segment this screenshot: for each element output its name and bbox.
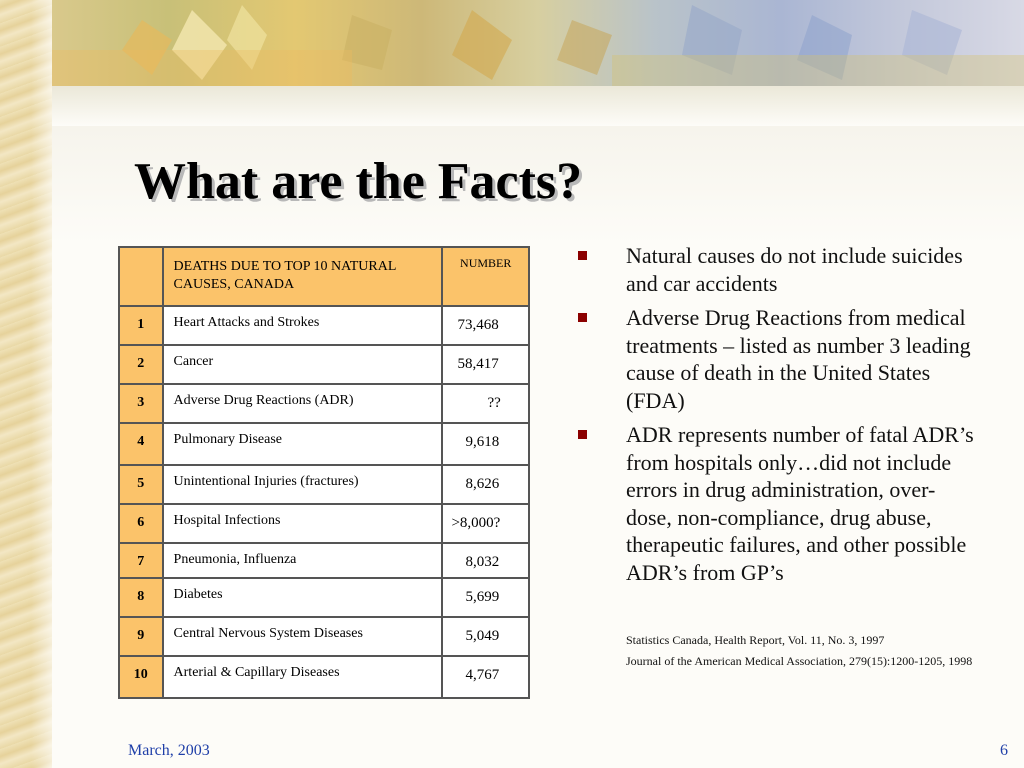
row-cause: Pulmonary Disease	[173, 432, 283, 447]
row-number: 9,618	[465, 434, 500, 450]
table-row	[119, 345, 529, 384]
row-number: 8,032	[465, 554, 500, 570]
reference-item: Statistics Canada, Health Report, Vol. 11, No. 3, 1997	[626, 633, 885, 647]
bullet-list	[576, 242, 976, 593]
row-number: 5,049	[465, 628, 500, 644]
header-number-label: NUMBER	[460, 256, 512, 270]
footer-date: March, 2003	[128, 742, 210, 759]
table-row	[119, 656, 529, 698]
row-rank: 10	[133, 667, 148, 682]
row-cause: Hospital Infections	[173, 513, 281, 528]
table-row	[119, 384, 529, 423]
row-rank: 6	[137, 515, 145, 530]
row-number: 4,767	[465, 667, 500, 683]
banner-foliage-art	[52, 0, 1024, 86]
row-rank: 8	[137, 589, 145, 604]
reference-item: Journal of the American Medical Association, 279(15):1200-1205, 1998	[626, 654, 973, 668]
references	[626, 633, 996, 675]
row-rank: 5	[137, 476, 145, 491]
row-number: 8,626	[465, 476, 500, 492]
row-rank: 3	[137, 395, 145, 410]
left-decorative-strip	[0, 0, 52, 768]
row-rank: 9	[137, 628, 145, 643]
row-cause: Arterial & Capillary Diseases	[173, 665, 340, 680]
slide-title: What are the Facts?	[134, 153, 583, 210]
table-row	[119, 617, 529, 656]
square-bullet-icon	[578, 430, 587, 439]
top-decorative-banner	[52, 0, 1024, 86]
row-number: >8,000?	[451, 515, 501, 531]
row-number: 73,468	[457, 317, 499, 333]
table-row	[119, 423, 529, 465]
row-cause: Pneumonia, Influenza	[173, 552, 297, 567]
row-rank: 2	[137, 356, 145, 371]
square-bullet-icon	[578, 313, 587, 322]
header-rank-cell	[119, 247, 163, 306]
row-rank: 7	[137, 554, 145, 569]
row-cause: Adverse Drug Reactions (ADR)	[173, 393, 354, 408]
banner-shadow	[52, 86, 1024, 126]
header-cause-cell	[163, 247, 443, 306]
row-rank: 1	[137, 317, 145, 332]
row-cause: Heart Attacks and Strokes	[173, 315, 320, 330]
row-number: 58,417	[457, 356, 499, 372]
row-rank: 4	[137, 434, 145, 449]
bullet-item: Adverse Drug Reactions from medical treatments – listed as number 3 leading cause of death in the United States (FDA)	[576, 304, 976, 414]
deaths-table	[118, 246, 530, 699]
row-cause: Cancer	[173, 354, 214, 369]
table-header-row	[119, 247, 529, 306]
row-cause: Central Nervous System Diseases	[173, 626, 363, 641]
row-cause: Unintentional Injuries (fractures)	[173, 474, 359, 489]
table-row	[119, 578, 529, 617]
header-number-cell	[442, 247, 529, 306]
row-number: 5,699	[465, 589, 500, 605]
row-cause: Diabetes	[173, 587, 223, 602]
bullet-item: Natural causes do not include suicides and car accidents	[576, 242, 976, 297]
footer-page-number: 6	[1000, 742, 1008, 759]
table-row	[119, 543, 529, 578]
table-row	[119, 306, 529, 345]
row-number: ??	[487, 395, 501, 411]
bullet-item: ADR represents number of fatal ADR’s from hospitals only…did not include errors in drug administration, over-dose, non-compliance, drug abuse, therapeutic failures, and other possible ADR’s from GP’s	[576, 421, 976, 586]
square-bullet-icon	[578, 251, 587, 260]
table-row	[119, 465, 529, 504]
header-cause-label: DEATHS DUE TO TOP 10 NATURAL CAUSES, CANADA	[173, 259, 396, 292]
table-row	[119, 504, 529, 543]
